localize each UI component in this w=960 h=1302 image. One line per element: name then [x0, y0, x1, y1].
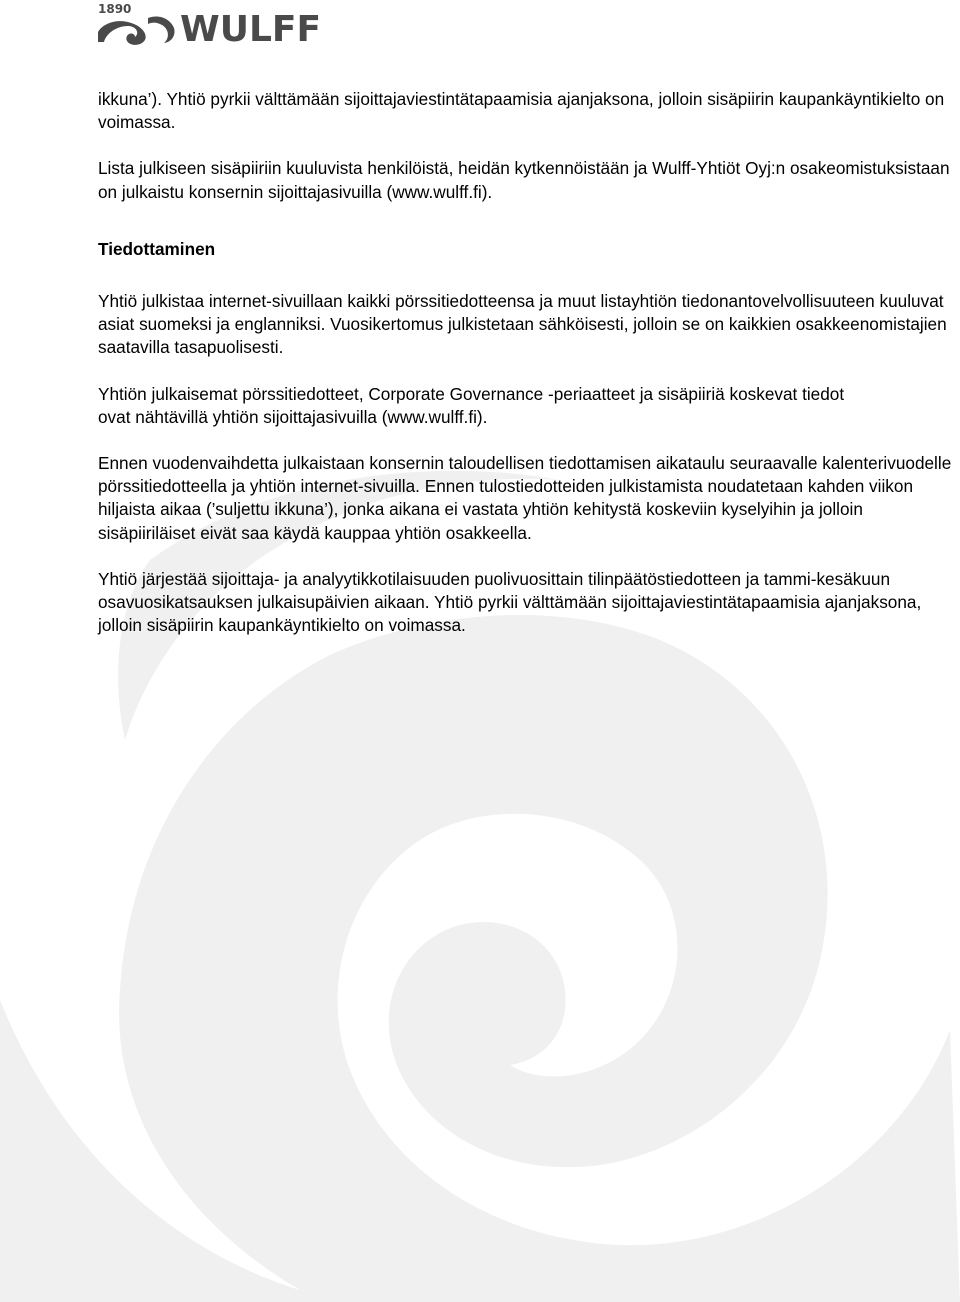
section-heading: Tiedottaminen: [98, 238, 216, 259]
svg-text:1890: 1890: [98, 2, 132, 16]
intro-paragraph-1: ikkuna’). Yhtiö pyrkii välttämään sijoittajaviestintätapaamisia ajanjaksona, jolloin sisäpiirin kaupankäyntikielto on voimassa.: [98, 89, 945, 133]
body-paragraph-2-line-1: Yhtiön julkaisemat pörssitiedotteet, Corporate Governance -periaatteet ja sisäpiiriä koskevat tiedot: [98, 383, 845, 404]
body-paragraph-1: Yhtiö julkistaa internet-sivuillaan kaikki pörssitiedotteensa ja muut listayhtiön tiedonantovelvollisuuteen kuuluvat asiat suomeksi ja englanniksi. Vuosikertomus julkistetaan sähköisesti, jolloin se on kaikkien osakkeenomistajien saatavilla tasapuolisesti.: [98, 291, 947, 358]
svg-text:WULFF: WULFF: [180, 9, 322, 46]
body-paragraph-3: Ennen vuodenvaihdetta julkaistaan konsernin taloudellisen tiedottamisen aikataulu seuraavalle kalenterivuodelle pörssitiedotteella ja yhtiön internet-sivuilla. Ennen tulostiedotteiden julkistamista noudatetaan kahden viikon hiljaista aikaa (’suljettu ikkuna’), jonka aikana ei vastata yhtiön kehitystä koskeviin kyselyihin ja jolloin sisäpiiriläiset eivät saa käydä kauppaa yhtiön osakkeella.: [98, 453, 952, 543]
body-paragraph-2: [98, 383, 958, 429]
body-paragraph-4: Yhtiö järjestää sijoittaja- ja analyytikkotilaisuuden puolivuosittain tilinpäätöstiedotteen ja tammi-kesäkuun osavuosikatsauksen julkaisupäivien aikaan. Yhtiö pyrkii välttämään sijoittajaviestintätapaamisia ajanjaksona, jolloin sisäpiirin kaupankäyntikielto on voimassa.: [98, 568, 922, 636]
body-paragraph-2-line-2: ovat nähtävillä yhtiön sijoittajasivuilla (www.wulff.fi).: [98, 406, 488, 427]
wulff-logo: [96, 2, 371, 46]
intro-paragraph-2: Lista julkiseen sisäpiiriin kuuluvista henkilöistä, heidän kytkennöistään ja Wulff-Yhtiöt Oyj:n osakeomistuksistaan on julkaistu konsernin sijoittajasivuilla (www.wulff.fi).: [98, 158, 950, 202]
document-body: [98, 88, 958, 637]
